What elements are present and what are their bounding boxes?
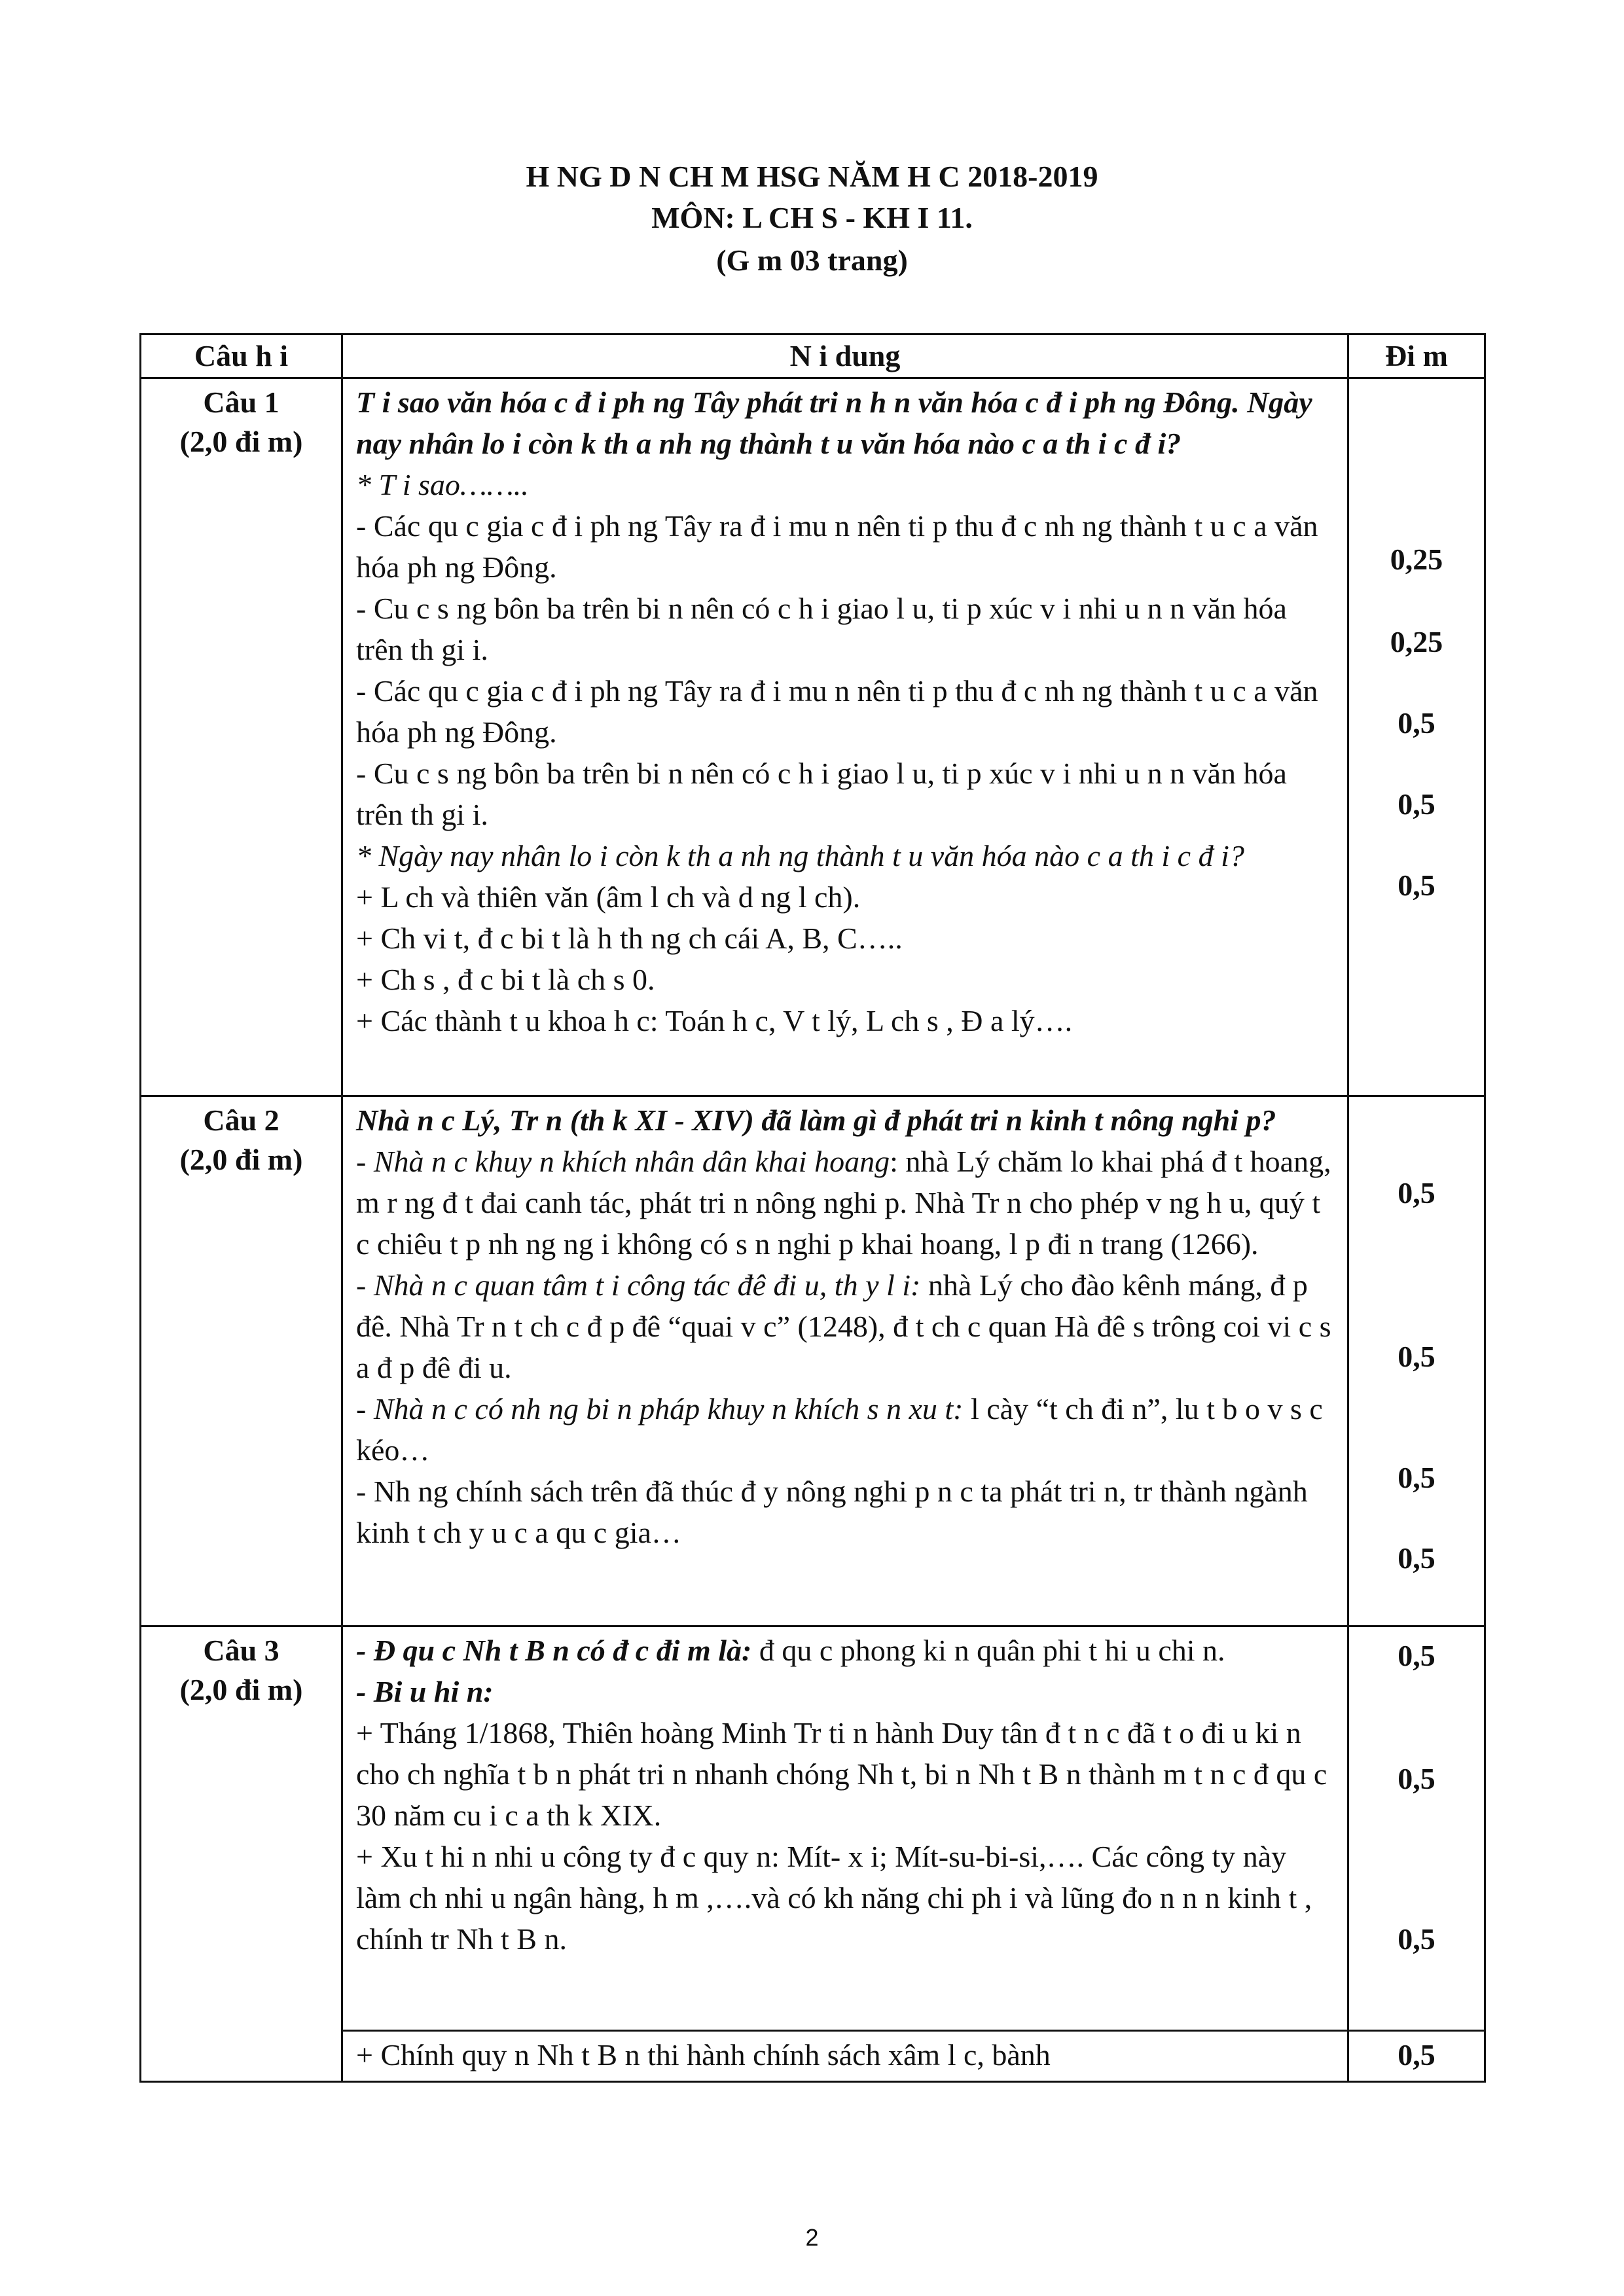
page-count-line: (G m 03 trang) — [716, 243, 908, 277]
answer-line: - Các qu c gia c đ i ph ng Tây ra đ i mu n nên ti p thu đ c nh ng thành t u c a văn hóa ph ng Đông. — [356, 674, 1318, 749]
score-value: 0,5 — [1398, 1461, 1435, 1494]
column-header-score: Đi m — [1348, 334, 1485, 378]
answer-line: - Nh ng chính sách trên đã thúc đ y nông nghi p n c ta phát tri n, tr thành ngành kinh t ch y u c a qu c gia… — [356, 1475, 1308, 1549]
question-points: (2,0 đi m) — [179, 1673, 303, 1706]
answer-line — [356, 1141, 1335, 1265]
page-number: 2 — [805, 2224, 819, 2251]
score-cell — [1348, 1626, 1485, 2031]
document-title: H NG D N CH M HSG NĂM H C 2018-2019 — [526, 160, 1098, 193]
answer-line — [356, 1265, 1335, 1388]
table-row — [141, 1626, 1485, 2031]
question-label: Câu 1 — [203, 386, 280, 419]
answer-subheading: * T i sao…….. — [356, 468, 529, 501]
answer-text: nhà Lý cho đào kênh máng, đ p đê. Nhà Tr n t ch c đ p đê “quai v c” (1248), đ t ch c quan Hà đê s trông coi vi c s a đ p đê đi u. — [356, 1268, 1331, 1384]
answer-line: + Các thành t u khoa h c: Toán h c, V t lý, L ch s , Đ a lý…. — [356, 1004, 1073, 1037]
question-title: Nhà n c Lý, Tr n (th k XI - XIV) đã làm gì đ phát tri n kinh t nông nghi p? — [356, 1103, 1276, 1137]
answer-subheading: * Ngày nay nhân lo i còn k th a nh ng thành t u văn hóa nào c a th i c đ i? — [356, 839, 1244, 872]
score-value: 0,5 — [1398, 1639, 1435, 1672]
score-value: 0,5 — [1398, 1340, 1435, 1373]
answer-text: đ qu c phong ki n quân phi t hi u chi n. — [751, 1634, 1225, 1667]
answer-lead: - Nhà n c quan tâm t i công tác đê đi u, th y l i: — [356, 1268, 921, 1302]
answer-line: + Xu t hi n nhi u công ty đ c quy n: Mít- x i; Mít-su-bi-si,…. Các công ty này làm ch nhi u ngân hàng, h m ,….và có kh năng chi ph i và lũng đo n n n kinh t , chính tr Nh t B n. — [356, 1840, 1312, 1956]
answer-content — [342, 1096, 1348, 1626]
answer-line — [356, 1630, 1335, 1671]
answer-line: + Ch vi t, đ c bi t là h th ng ch cái A, B, C….. — [356, 922, 903, 955]
answer-line: - Các qu c gia c đ i ph ng Tây ra đ i mu n nên ti p thu đ c nh ng thành t u c a văn hóa ph ng Đông. — [356, 509, 1318, 584]
answer-subheading: - Bi u hi n: — [356, 1675, 494, 1708]
score-value: 0,5 — [1398, 1762, 1435, 1795]
table-row — [141, 2031, 1485, 2082]
question-cell — [141, 378, 342, 1096]
column-header-content: N i dung — [342, 334, 1348, 378]
answer-text: : nhà Lý chăm lo khai phá đ t hoang, m r ng đ t đai canh tác, phát tri n nông nghi p. Nhà Tr n cho phép v ng h u, quý t c chiêu t p nh ng ng i không có s n nghi p khai hoang, l p đi n trang (1266). — [356, 1145, 1331, 1261]
question-label: Câu 3 — [203, 1634, 280, 1667]
answer-text: l cày “t ch đi n”, lu t b o v s c kéo… — [356, 1392, 1323, 1467]
answer-line: + Chính quy n Nh t B n thi hành chính sách xâm l c, bành — [356, 2038, 1051, 2072]
answer-content — [342, 1626, 1348, 2031]
score-cell — [1348, 2031, 1485, 2082]
grading-table — [139, 333, 1486, 2083]
column-header-question: Câu h i — [141, 334, 342, 378]
subject-line: MÔN: L CH S - KH I 11. — [651, 201, 973, 234]
score-value: 0,5 — [1398, 1922, 1435, 1956]
table-header-row — [141, 334, 1485, 378]
question-label: Câu 2 — [203, 1103, 280, 1137]
answer-line: + Tháng 1/1868, Thiên hoàng Minh Tr ti n hành Duy tân đ t n c đã t o đi u ki n cho ch nghĩa t b n phát tri n nhanh chóng Nh t, bi n Nh t B n thành m t n c đ qu c 30 năm cu i c a th k XIX. — [356, 1716, 1327, 1832]
score-value: 0,25 — [1390, 543, 1443, 576]
answer-line: - Cu c s ng bôn ba trên bi n nên có c h i giao l u, ti p xúc v i nhi u n n văn hóa trên th gi i. — [356, 757, 1287, 831]
answer-lead: - Nhà n c có nh ng bi n pháp khuy n khích s n xu t: — [356, 1392, 964, 1426]
question-cell — [141, 1626, 342, 2082]
answer-lead: - Nhà n c khuy n khích nhân dân khai hoang — [356, 1145, 890, 1178]
score-value: 0,5 — [1398, 869, 1435, 902]
question-points: (2,0 đi m) — [179, 425, 303, 458]
table-row — [141, 1096, 1485, 1626]
score-value: 0,5 — [1398, 706, 1435, 740]
answer-lead: - Đ qu c Nh t B n có đ c đi m là: — [356, 1634, 752, 1667]
question-title: T i sao văn hóa c đ i ph ng Tây phát tri n h n văn hóa c đ i ph ng Đông. Ngày nay nhân lo i còn k th a nh ng thành t u văn hóa nào c a th i c đ i? — [356, 386, 1312, 460]
score-value: 0,5 — [1398, 2038, 1435, 2072]
answer-line: + Ch s , đ c bi t là ch s 0. — [356, 963, 655, 996]
score-value: 0,5 — [1398, 1541, 1435, 1575]
score-cell — [1348, 378, 1485, 1096]
table-row — [141, 378, 1485, 1096]
question-cell — [141, 1096, 342, 1626]
score-value: 0,5 — [1398, 787, 1435, 821]
score-value: 0,5 — [1398, 1176, 1435, 1210]
answer-content — [342, 2031, 1348, 2082]
score-value: 0,25 — [1390, 625, 1443, 658]
answer-line — [356, 1388, 1335, 1471]
answer-line: - Cu c s ng bôn ba trên bi n nên có c h i giao l u, ti p xúc v i nhi u n n văn hóa trên th gi i. — [356, 592, 1287, 666]
question-points: (2,0 đi m) — [179, 1143, 303, 1176]
answer-line: + L ch và thiên văn (âm l ch và d ng l ch). — [356, 880, 861, 914]
score-cell — [1348, 1096, 1485, 1626]
answer-content — [342, 378, 1348, 1096]
